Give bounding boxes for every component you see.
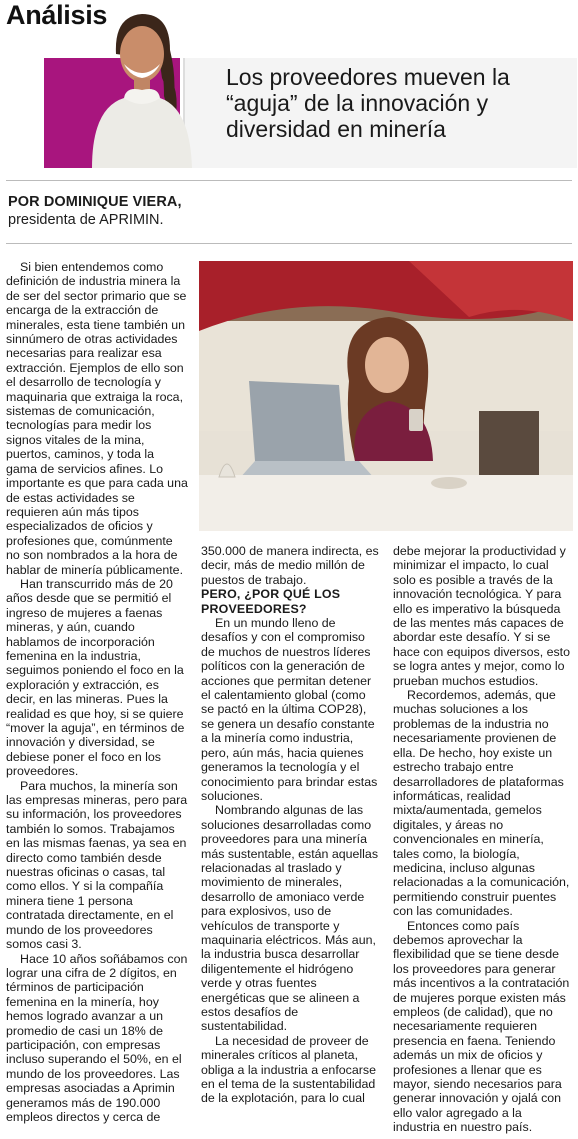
paragraph: Para muchos, la minería son las empresas mineras, pero para su información, los proveedores también lo somos. Trabajamos en las mismas faenas, ya sea en directo como también desde nuestras oficinas o casas, tal como ellos. Y si la compañía minera tiene 1 persona contratada directamente, en el mundo de los proveedores somos casi 3. [6,778,188,952]
paragraph: Recordemos, además, que muchas soluciones a los problemas de la industria no necesariamente provienen de ella. De hecho, hoy existe un estrecho trabajo entre desarrolladores de plataformas informáticas, realidad mixta/aumentada, gemelos digitales, y áreas no convencionales en minería, tales como, la biología, medicina, incluso algunas relacionadas a la comunicación, permitiendo construir puentes con las comunidades. [393,688,570,919]
divider [6,180,572,181]
paragraph: La necesidad de proveer de minerales críticos al planeta, obliga a la industria a enfocarse en el tema de la sustentabilidad de la explotación, para lo cual [201,1033,376,1106]
paragraph: Hace 10 años soñábamos con lograr una cifra de 2 dígitos, en términos de participación femenina en la minería, hoy hemos logrado avanzar a un promedio de casi un 18% de participación, con empresas incluso superando el 50%, en el mundo de los proveedores. Las empresas asociadas a Aprimin generamos más de 190.000 empleos directos y cerca de [6,951,188,1124]
paragraph: debe mejorar la productividad y minimizar el impacto, lo cual solo es posible a través de la innovación tecnológica. Y para ello es imperativo la búsqueda de las mentes más capaces de abordar este desafío. Y si se hace con equipos diversos, esto se logra antes y mejor, como lo prueban muchos estudios. [393,544,571,688]
article-column-2 [201,544,381,1106]
divider [6,243,572,244]
paragraph: 350.000 de manera indirecta, es decir, más de medio millón de puestos de trabajo. [201,544,379,587]
paragraph: Si bien entendemos como definición de industria minera la de ser del sector primario que se encarga de la extracción de minerales, esta tiene también un sinnúmero de otras actividades necesarias para realizar esa extracción. Ejemplos de ello son el desarrollo de tecnología y maquinaria que extraiga la roca, sistemas de comunicación, tecnologías para medir los signos vitales de la mina, puertos, caminos, y toda la gama de servicios afines. Lo importante es que para cada una de estas actividades se requieren aún más tipos especializados de oficios y profesiones que, comúnmente no son nombrados a la hora de hablar de minería públicamente. [6,260,188,577]
section-label: Análisis [6,0,108,30]
article-headline: Los proveedores mueven la “aguja” de la innovación y diversidad en minería [226,64,510,142]
author-portrait [84,4,194,168]
article-column-1 [6,260,188,1124]
paragraph: En un mundo lleno de desafíos y con el compromiso de muchos de nuestros líderes políticos con la generación de acciones que permitan detener el calentamiento global (como se pactó en la última COP28), se genera un desafío constante a la minería como industria, pero, aún más, hacia quienes generamos la tecnología y el conocimiento para brindar estas soluciones. [201,616,378,803]
paragraph: Han transcurrido más de 20 años desde que se permitió el ingreso de mujeres a faenas mineras, y aún, cuando hablamos de incorporación femenina en la industria, seguimos poniendo el foco en la exploración y extracción, es decir, en las mineras. Pues la realidad es que hoy, si se quiere “mover la aguja”, en términos de innovación y diversidad, se debiese poner el foco en los proveedores. [6,576,185,779]
section-subhead: PERO, ¿POR QUÉ LOS PROVEEDORES? [201,587,341,616]
article-column-3 [393,544,571,1135]
paragraph: Entonces como país debemos aprovechar la flexibilidad que se tiene desde los proveedores para generar más incentivos a la contratación de mujeres porque existen más empleos (de calidad), que no necesariamente requieren presencia en faena. Teniendo además un mix de oficios y profesiones a llenar que es mayor, siendo necesarios para generar innovación y ojalá con ello valor agregado a la industria en nuestro país. [393,918,570,1135]
paragraph: Nombrando algunas de las soluciones desarrolladas como proveedores para una minería más sustentable, están aquellas relacionadas al traslado y movimiento de minerales, desarrollo de amoniaco verde para explosivos, uso de vehículos de transporte y maquinaria eléctricos. Más aun, la industria busca desarrollar diligentemente el hidrógeno verde y otras fuentes energéticas que se alineen a estos desafíos de sustentabilidad. [201,803,379,1034]
article-photo [199,261,573,531]
author-name: POR DOMINIQUE VIERA, [8,194,182,210]
author-role: presidenta de APRIMIN. [8,212,164,228]
byline [8,193,182,229]
